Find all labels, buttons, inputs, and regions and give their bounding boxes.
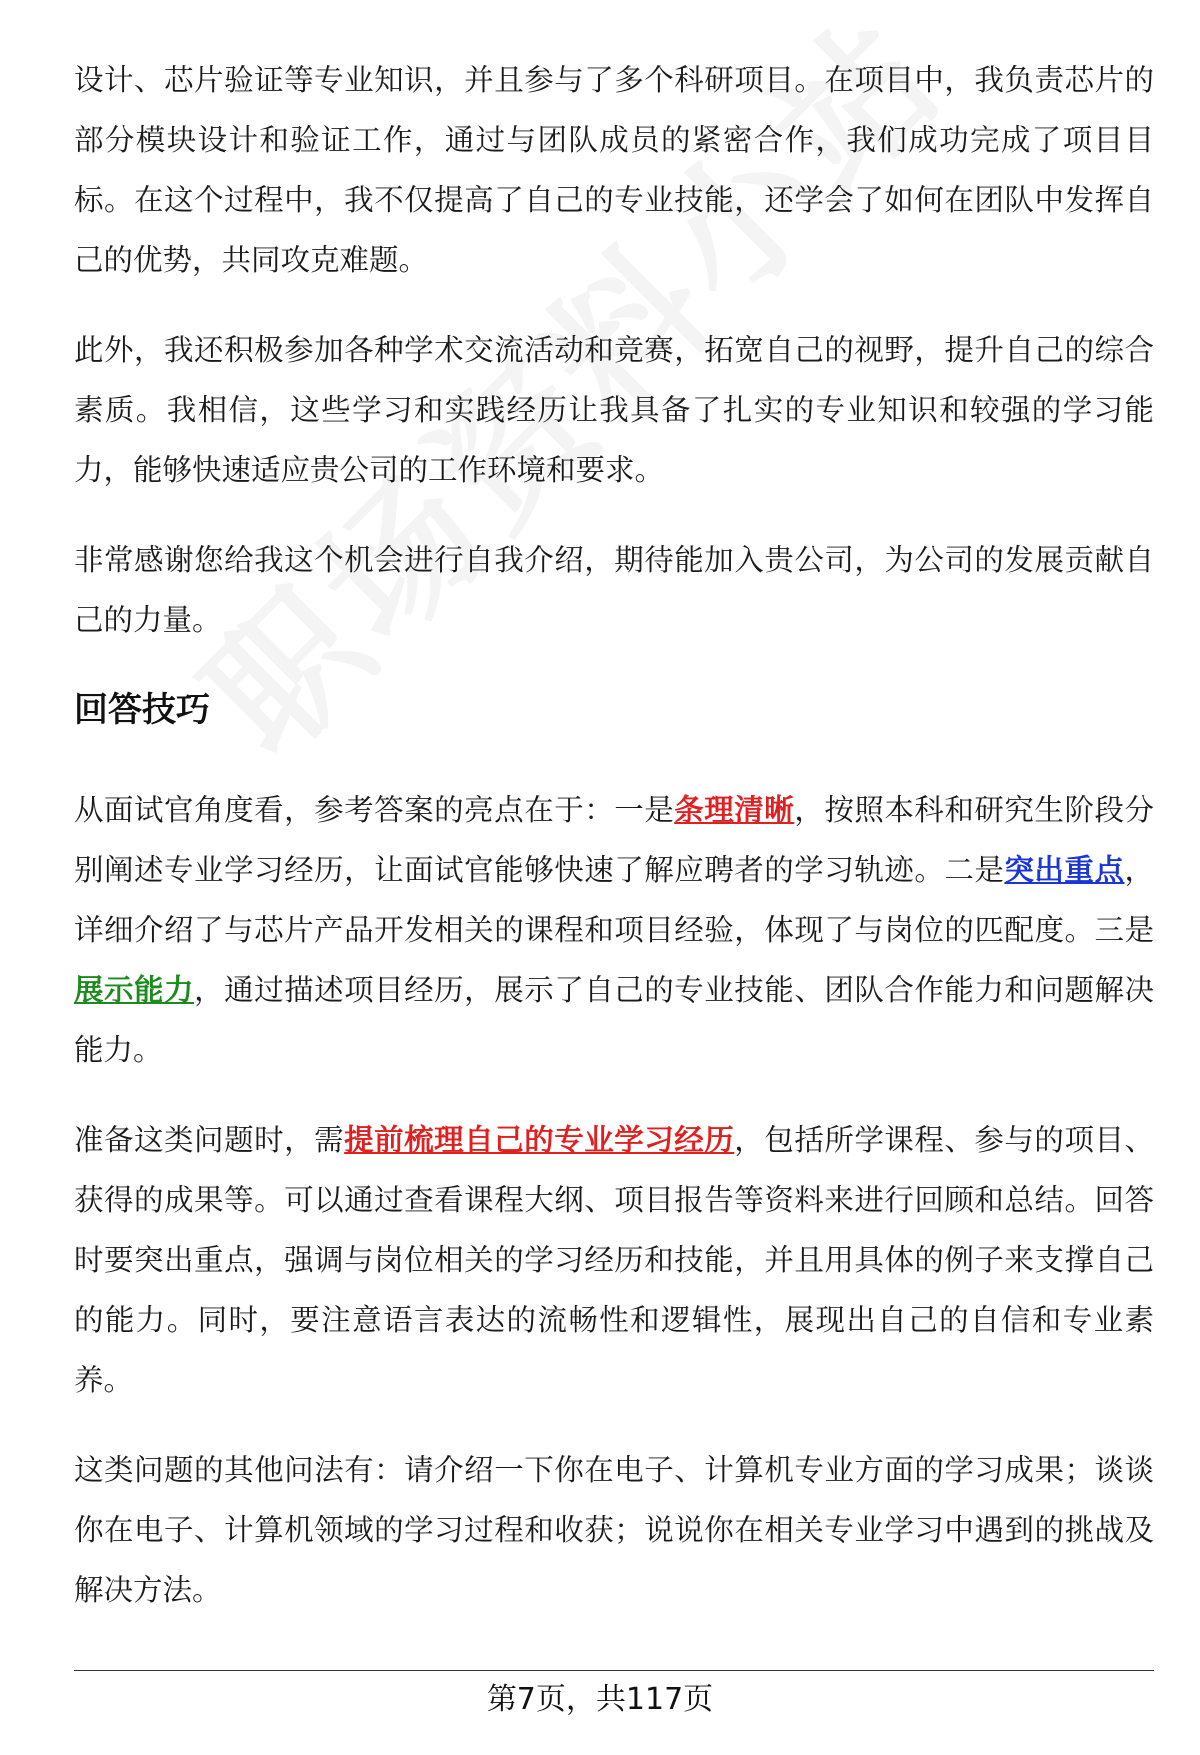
- footer-divider: [74, 1670, 1154, 1671]
- text-segment: ，包括所学课程、参与的项目、获得的成果等。可以通过查看课程大纲、项目报告等资料来进行回顾和总结。回答时要突出重点，强调与岗位相关的学习经历和技能，并且用具体的例子来支撑自己的能力。同时，要注意语言表达的流畅性和逻辑性，展现出自己的自信和专业素养。: [74, 1123, 1154, 1397]
- highlight-review-experience: 提前梳理自己的专业学习经历: [344, 1123, 735, 1157]
- section-heading: 回答技巧: [74, 690, 210, 730]
- paragraph-answer-highlights: [74, 780, 1154, 1080]
- highlight-key-points: 突出重点: [1004, 853, 1125, 887]
- paragraph-alternative-questions: 这类问题的其他问法有：请介绍一下你在电子、计算机专业方面的学习成果；谈谈你在电子、计算机领域的学习过程和收获；说说你在相关专业学习中遇到的挑战及解决方法。: [74, 1453, 1154, 1607]
- highlight-clear-structure: 条理清晰: [674, 793, 795, 827]
- paragraph-1: 设计、芯片验证等专业知识，并且参与了多个科研项目。在项目中，我负责芯片的部分模块设计和验证工作，通过与团队成员的紧密合作，我们成功完成了项目目标。在这个过程中，我不仅提高了自己的专业技能，还学会了如何在团队中发挥自己的优势，共同攻克难题。: [74, 63, 1154, 277]
- page-number: 第7页，共117页: [486, 1682, 714, 1717]
- paragraph-2: 此外，我还积极参加各种学术交流活动和竞赛，拓宽自己的视野，提升自己的综合素质。我相信，这些学习和实践经历让我具备了扎实的专业知识和较强的学习能力，能够快速适应贵公司的工作环境和要求。: [74, 333, 1154, 487]
- text-segment: 从面试官角度看，参考答案的亮点在于：一是: [74, 793, 675, 827]
- paragraph-3: 非常感谢您给我这个机会进行自我介绍，期待能加入贵公司，为公司的发展贡献自己的力量。: [74, 543, 1154, 637]
- text-segment: ，详细介绍了与芯片产品开发相关的课程和项目经验，体现了与岗位的匹配度。三是: [74, 853, 1154, 947]
- text-segment: ，通过描述项目经历，展示了自己的专业技能、团队合作能力和问题解决能力。: [74, 973, 1154, 1067]
- text-segment: 准备这类问题时，需: [74, 1123, 345, 1157]
- document-body: [74, 50, 1154, 1650]
- highlight-show-ability: 展示能力: [74, 973, 195, 1007]
- paragraph-preparation: [74, 1110, 1154, 1410]
- text-segment: ，按照本科和研究生阶段分别阐述专业学习经历，让面试官能够快速了解应聘者的学习轨迹。二是: [74, 793, 1154, 887]
